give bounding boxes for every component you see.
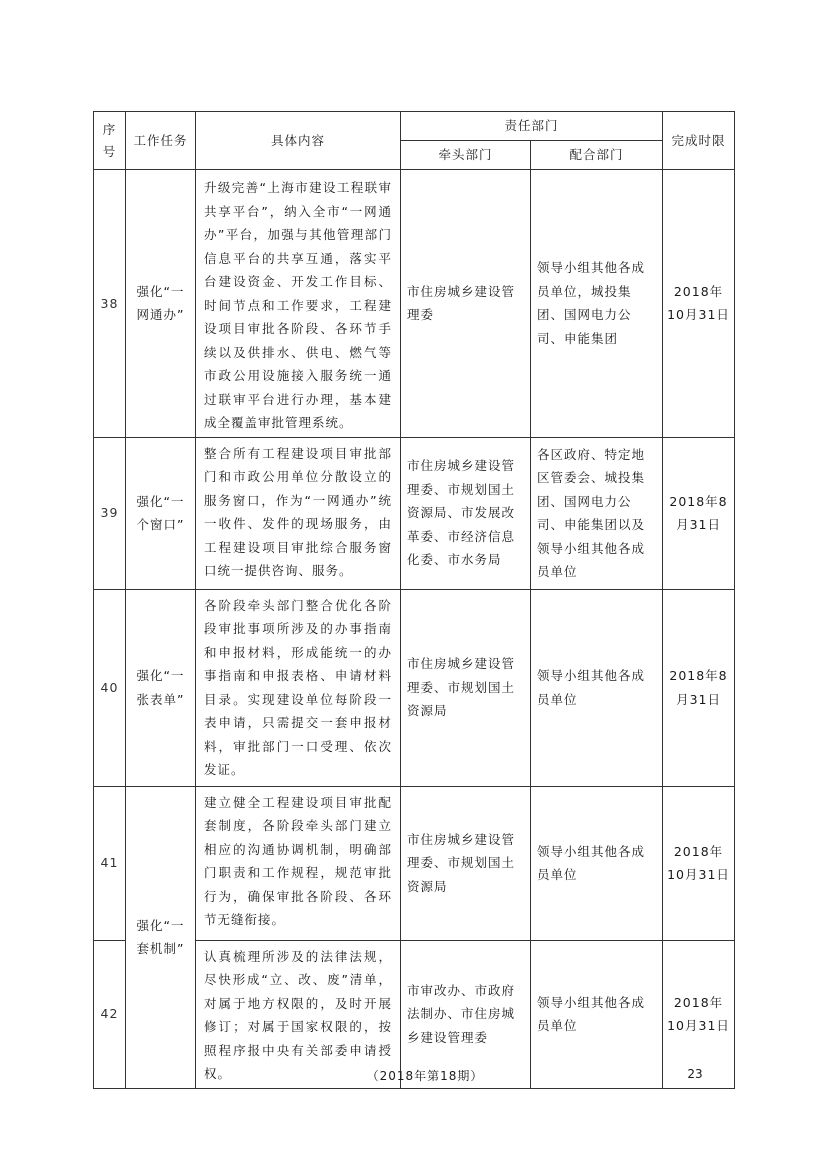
row-deadline: 2018年10月31日 <box>663 940 735 1088</box>
row-num: 40 <box>94 589 126 786</box>
row-coop: 领导小组其他各成员单位 <box>531 786 663 940</box>
issue-label: （2018年第18期） <box>366 1069 484 1083</box>
table-row <box>94 437 735 589</box>
row-lead: 市住房城乡建设管理委、市规划国土资源局 <box>401 589 531 786</box>
row-coop: 领导小组其他各成员单位 <box>531 589 663 786</box>
row-num: 41 <box>94 786 126 940</box>
header-coop: 配合部门 <box>531 141 663 170</box>
table-row <box>94 786 735 940</box>
row-lead: 市住房城乡建设管理委、市规划国土资源局 <box>401 786 531 940</box>
row-lead: 市住房城乡建设管理委、市规划国土资源局、市发展改革委、市经济信息化委、市水务局 <box>401 437 531 589</box>
row-content: 整合所有工程建设项目审批部门和市政公用单位分散设立的服务窗口，作为“一网通办”统一收件、发件的现场服务，由工程建设项目审批综合服务窗口统一提供咨询、服务。 <box>196 437 401 589</box>
row-content: 认真梳理所涉及的法律法规，尽快形成“立、改、废”清单，对属于地方权限的，及时开展修订；对属于国家权限的，按照程序报中央有关部委申请授权。 <box>196 940 401 1088</box>
header-task: 工作任务 <box>126 112 196 170</box>
row-content: 各阶段牵头部门整合优化各阶段审批事项所涉及的办事指南和申报材料，形成能统一的办事指南和申报表格、申请材料目录。实现建设单位每阶段一表申请，只需提交一套申报材料，审批部门一口受理、依次发证。 <box>196 589 401 786</box>
task-table <box>93 111 735 1089</box>
header-lead: 牵头部门 <box>401 141 531 170</box>
row-num: 39 <box>94 437 126 589</box>
header-content: 具体内容 <box>196 112 401 170</box>
page-number: 23 <box>687 1067 703 1081</box>
row-deadline: 2018年8月31日 <box>663 589 735 786</box>
row-coop: 各区政府、特定地区管委会、城投集团、国网电力公司、申能集团以及领导小组其他各成员单位 <box>531 437 663 589</box>
row-content: 建立健全工程建设项目审批配套制度，各阶段牵头部门建立相应的沟通协调机制，明确部门职责和工作规程，规范审批行为，确保审批各阶段、各环节无缝衔接。 <box>196 786 401 940</box>
row-task: 强化“一网通办” <box>126 170 196 438</box>
row-num: 42 <box>94 940 126 1088</box>
row-deadline: 2018年10月31日 <box>663 170 735 438</box>
row-lead: 市住房城乡建设管理委 <box>401 170 531 438</box>
header-row <box>94 112 735 141</box>
header-dept: 责任部门 <box>401 112 663 141</box>
header-seq: 序号 <box>94 112 126 170</box>
row-lead: 市审改办、市政府法制办、市住房城乡建设管理委 <box>401 940 531 1088</box>
row-coop: 领导小组其他各成员单位 <box>531 940 663 1088</box>
table-row <box>94 170 735 438</box>
row-task: 强化“一张表单” <box>126 589 196 786</box>
table-row <box>94 589 735 786</box>
row-deadline: 2018年10月31日 <box>663 786 735 940</box>
row-task: 强化“一个窗口” <box>126 437 196 589</box>
row-coop: 领导小组其他各成员单位，城投集团、国网电力公司、申能集团 <box>531 170 663 438</box>
row-num: 38 <box>94 170 126 438</box>
row-task: 强化“一套机制” <box>126 786 196 1088</box>
row-content: 升级完善“上海市建设工程联审共享平台”，纳入全市“一网通办”平台，加强与其他管理部门信息平台的共享互通，落实平台建设资金、开发工作目标、时间节点和工作要求，工程建设项目审批各阶段、各环节手续以及供排水、供电、燃气等市政公用设施接入服务统一通过联审平台进行办理，基本建成全覆盖审批管理系统。 <box>196 170 401 438</box>
header-deadline: 完成时限 <box>663 112 735 170</box>
row-deadline: 2018年8月31日 <box>663 437 735 589</box>
